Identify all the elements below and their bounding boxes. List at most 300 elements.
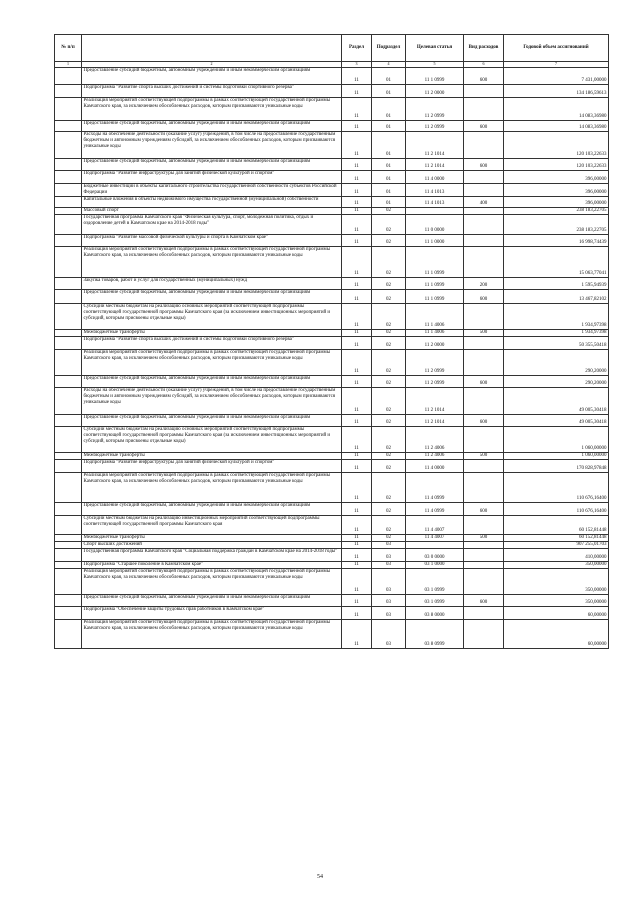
col-index: 2 — [82, 62, 342, 68]
row-subsection-cell: 01 — [372, 97, 406, 120]
row-name-cell: Реализация мероприятий соответствующей подпрограммы в рамках соответствующей государственной программы Камчатского края, за исключением обособленных расходов, которым присваиваются уникальные коды — [82, 620, 342, 649]
row-exptype-cell: 600 — [464, 594, 504, 607]
row-subsection-cell: 02 — [372, 534, 406, 541]
row-amount-cell: 120 103,22633 — [504, 158, 609, 171]
row-name-cell: Подпрограмма "Развитие инфраструктуры для занятий физической культурой и спортом" — [82, 460, 342, 473]
col-header-exptype: Вид расходов — [464, 35, 504, 62]
table-row — [55, 196, 609, 208]
row-exptype-cell — [464, 208, 504, 215]
row-name-cell: Реализация мероприятий соответствующей подпрограммы в рамках соответствующей государственной программы Камчатского края, за исключением обособленных расходов, которым присваиваются уникальные коды — [82, 349, 342, 375]
row-section-cell: 11 — [342, 460, 372, 473]
row-subsection-cell: 02 — [372, 277, 406, 290]
row-section-cell: 11 — [342, 208, 372, 215]
col-index: 7 — [504, 62, 609, 68]
col-header-num: № п/п — [55, 35, 82, 62]
row-target-cell: 11 2 0999 — [406, 97, 464, 120]
row-name-cell: Субсидии местным бюджетам на реализацию основных мероприятий соответствующей подпрограммы соответствующей государственной программы Камчатского края (за исключением инвестиционных мероприятий и субсидий, которым присвоены отдельные коды) — [82, 427, 342, 453]
row-target-cell: 11 4 0999 — [406, 502, 464, 515]
row-number-cell — [55, 541, 82, 548]
row-subsection-cell: 02 — [372, 303, 406, 329]
row-target-cell: 03 1 0999 — [406, 568, 464, 594]
row-number-cell — [55, 453, 82, 460]
col-index: 4 — [372, 62, 406, 68]
table-row — [55, 329, 609, 336]
row-number-cell — [55, 290, 82, 304]
row-exptype-cell — [464, 97, 504, 120]
row-name-cell: Межбюджетные трансферты — [82, 329, 342, 336]
col-index: 3 — [342, 62, 372, 68]
row-exptype-cell — [464, 620, 504, 649]
row-target-cell: 11 2 4006 — [406, 427, 464, 453]
row-section-cell: 11 — [342, 534, 372, 541]
row-amount-cell: 1 934,97398 — [504, 303, 609, 329]
row-number-cell — [55, 247, 82, 277]
row-number-cell — [55, 196, 82, 208]
row-amount-cell: 1 595,94939 — [504, 277, 609, 290]
row-section-cell: 11 — [342, 472, 372, 502]
row-subsection-cell: 03 — [372, 561, 406, 568]
row-subsection-cell: 02 — [372, 336, 406, 349]
row-name-cell: Предоставление субсидий бюджетным, автономным учреждениям и иным некоммерческим организациям — [82, 120, 342, 132]
row-amount-cell: 110 676,16400 — [504, 502, 609, 515]
row-name-cell: Межбюджетные трансферты — [82, 453, 342, 460]
row-exptype-cell: 600 — [464, 120, 504, 132]
row-section-cell: 11 — [342, 568, 372, 594]
row-target-cell: 11 4 1013 — [406, 183, 464, 196]
row-target-cell: 11 2 0999 — [406, 349, 464, 375]
row-number-cell — [55, 329, 82, 336]
row-number-cell — [55, 84, 82, 97]
row-amount-cell: 410,00000 — [504, 548, 609, 561]
row-subsection-cell: 02 — [372, 375, 406, 388]
row-section-cell: 11 — [342, 388, 372, 414]
row-section-cell: 11 — [342, 329, 372, 336]
row-target-cell: 11 4 4007 — [406, 515, 464, 534]
table-row — [55, 427, 609, 453]
row-number-cell — [55, 568, 82, 594]
row-exptype-cell — [464, 171, 504, 184]
row-exptype-cell — [464, 472, 504, 502]
table-row — [55, 453, 609, 460]
row-number-cell — [55, 183, 82, 196]
table-row — [55, 349, 609, 375]
row-target-cell: 11 2 1014 — [406, 158, 464, 171]
row-exptype-cell — [464, 607, 504, 620]
row-name-cell: Реализация мероприятий соответствующей подпрограммы в рамках соответствующей государственной программы Камчатского края, за исключением обособленных расходов, которым присваиваются уникальные коды — [82, 247, 342, 277]
row-name-cell: Расходы на обеспечение деятельности (оказание услуг) учреждений, в том числе на предоставление государственным бюджетным и автономным учреждениям субсидий, за исключением обособленных расходов, которым присваиваются уникальные коды — [82, 132, 342, 158]
row-subsection-cell: 02 — [372, 234, 406, 247]
row-name-cell: Предоставление субсидий бюджетным, автономным учреждениям и иным некоммерческим организациям — [82, 375, 342, 388]
table-row — [55, 414, 609, 427]
row-number-cell — [55, 336, 82, 349]
row-section-cell: 11 — [342, 247, 372, 277]
row-target-cell: 11 0 0000 — [406, 215, 464, 234]
table-row — [55, 502, 609, 515]
table-row — [55, 234, 609, 247]
table-row — [55, 548, 609, 561]
row-exptype-cell — [464, 388, 504, 414]
row-amount-cell: 15 063,77041 — [504, 247, 609, 277]
row-number-cell — [55, 534, 82, 541]
row-amount-cell: 13 467,82102 — [504, 290, 609, 304]
row-exptype-cell — [464, 541, 504, 548]
row-subsection-cell: 02 — [372, 515, 406, 534]
row-number-cell — [55, 303, 82, 329]
row-number-cell — [55, 460, 82, 473]
row-name-cell: Предоставление субсидий бюджетным, автономным учреждениям и иным некоммерческим организациям — [82, 158, 342, 171]
row-number-cell — [55, 388, 82, 414]
row-section-cell: 11 — [342, 594, 372, 607]
row-target-cell: 11 2 1014 — [406, 132, 464, 158]
row-exptype-cell — [464, 303, 504, 329]
row-amount-cell: 290,20000 — [504, 349, 609, 375]
row-name-cell: Межбюджетные трансферты — [82, 534, 342, 541]
row-number-cell — [55, 208, 82, 215]
row-subsection-cell: 03 — [372, 541, 406, 548]
row-exptype-cell: 600 — [464, 414, 504, 427]
row-subsection-cell: 02 — [372, 453, 406, 460]
col-header-subsection: Подраздел — [372, 35, 406, 62]
row-subsection-cell: 01 — [372, 171, 406, 184]
row-exptype-cell — [464, 84, 504, 97]
row-exptype-cell: 600 — [464, 158, 504, 171]
table-row — [55, 208, 609, 215]
row-target-cell: 11 4 0999 — [406, 472, 464, 502]
row-amount-cell: 134 186,59613 — [504, 84, 609, 97]
row-target-cell: 03 8 0000 — [406, 607, 464, 620]
row-section-cell: 11 — [342, 427, 372, 453]
row-exptype-cell — [464, 460, 504, 473]
row-subsection-cell: 01 — [372, 84, 406, 97]
row-amount-cell: 238 183,22705 — [504, 208, 609, 215]
row-name-cell: Бюджетные инвестиции в объекты капитального строительства государственной собственности субъектов Российской Федерации — [82, 183, 342, 196]
row-exptype-cell: 400 — [464, 196, 504, 208]
row-subsection-cell: 02 — [372, 472, 406, 502]
row-subsection-cell: 02 — [372, 290, 406, 304]
row-exptype-cell — [464, 132, 504, 158]
row-section-cell: 11 — [342, 97, 372, 120]
row-section-cell: 11 — [342, 453, 372, 460]
row-section-cell: 11 — [342, 67, 372, 84]
col-index: 5 — [406, 62, 464, 68]
table-row — [55, 215, 609, 234]
row-amount-cell: 7 431,00000 — [504, 67, 609, 84]
row-target-cell: 11 1 0999 — [406, 67, 464, 84]
row-subsection-cell: 02 — [372, 329, 406, 336]
row-section-cell: 11 — [342, 607, 372, 620]
row-number-cell — [55, 132, 82, 158]
row-section-cell: 11 — [342, 414, 372, 427]
row-section-cell: 11 — [342, 171, 372, 184]
row-amount-cell: 396,00000 — [504, 183, 609, 196]
row-exptype-cell: 600 — [464, 67, 504, 84]
row-subsection-cell: 02 — [372, 388, 406, 414]
row-amount-cell: 14 083,36980 — [504, 120, 609, 132]
page-number: 54 — [317, 874, 323, 880]
row-subsection-cell: 01 — [372, 132, 406, 158]
row-exptype-cell: 600 — [464, 290, 504, 304]
row-number-cell — [55, 97, 82, 120]
row-name-cell: Капитальные вложения в объекты недвижимого имущества государственной (муниципальной) собственности — [82, 196, 342, 208]
row-name-cell: Предоставление субсидий бюджетным, автономным учреждениям и иным некоммерческим организациям — [82, 502, 342, 515]
row-amount-cell: 60 152,81448 — [504, 515, 609, 534]
row-subsection-cell: 01 — [372, 67, 406, 84]
row-name-cell: Расходы на обеспечение деятельности (оказание услуг) учреждений, в том числе на предоставление государственным бюджетным и автономным учреждениям субсидий, за исключением обособленных расходов, которым присваиваются уникальные коды — [82, 388, 342, 414]
table-row — [55, 132, 609, 158]
row-target-cell: 03 8 0999 — [406, 620, 464, 649]
row-amount-cell: 50 355,50418 — [504, 336, 609, 349]
row-section-cell: 11 — [342, 548, 372, 561]
table-row — [55, 171, 609, 184]
row-name-cell: Спорт высших достижений — [82, 541, 342, 548]
row-section-cell: 11 — [342, 515, 372, 534]
row-subsection-cell: 02 — [372, 427, 406, 453]
row-name-cell: Реализация мероприятий соответствующей подпрограммы в рамках соответствующей государственной программы Камчатского края, за исключением обособленных расходов, которым присваиваются уникальные коды — [82, 568, 342, 594]
row-name-cell: Подпрограмма "Обеспечение защиты трудовых прав работников в Камчатском крае" — [82, 607, 342, 620]
row-exptype-cell — [464, 548, 504, 561]
row-amount-cell: 49 005,30418 — [504, 388, 609, 414]
row-target-cell: 03 1 0000 — [406, 561, 464, 568]
header-row — [55, 35, 609, 62]
row-exptype-cell: 600 — [464, 375, 504, 388]
row-target-cell: 11 2 0999 — [406, 375, 464, 388]
row-number-cell — [55, 472, 82, 502]
row-amount-cell: 1 934,97398 — [504, 329, 609, 336]
row-number-cell — [55, 349, 82, 375]
table-row — [55, 472, 609, 502]
row-exptype-cell — [464, 234, 504, 247]
row-exptype-cell: 500 — [464, 453, 504, 460]
row-number-cell — [55, 594, 82, 607]
row-number-cell — [55, 561, 82, 568]
row-subsection-cell: 02 — [372, 414, 406, 427]
row-subsection-cell: 03 — [372, 607, 406, 620]
row-exptype-cell: 500 — [464, 534, 504, 541]
row-name-cell: Государственная программа Камчатского края "Социальная поддержка граждан в Камчатском крае на 2014-2018 годы" — [82, 548, 342, 561]
row-target-cell: 11 4 4007 — [406, 534, 464, 541]
row-target-cell — [406, 541, 464, 548]
row-section-cell: 11 — [342, 183, 372, 196]
row-section-cell: 11 — [342, 290, 372, 304]
row-section-cell: 11 — [342, 196, 372, 208]
row-amount-cell: 350,00000 — [504, 568, 609, 594]
row-section-cell: 11 — [342, 620, 372, 649]
row-number-cell — [55, 277, 82, 290]
row-number-cell — [55, 375, 82, 388]
row-amount-cell: 16 998,74439 — [504, 234, 609, 247]
table-row — [55, 158, 609, 171]
row-target-cell: 11 4 0000 — [406, 460, 464, 473]
table-row — [55, 561, 609, 568]
row-amount-cell: 396,00000 — [504, 171, 609, 184]
row-target-cell: 11 1 0999 — [406, 277, 464, 290]
row-section-cell: 11 — [342, 502, 372, 515]
row-amount-cell: 238 183,22705 — [504, 215, 609, 234]
row-amount-cell: 110 676,16400 — [504, 472, 609, 502]
row-exptype-cell — [464, 349, 504, 375]
row-number-cell — [55, 620, 82, 649]
row-exptype-cell — [464, 247, 504, 277]
row-name-cell: Подпрограмма "Развитие спорта высших достижений и системы подготовки спортивного резерва" — [82, 84, 342, 97]
row-section-cell: 11 — [342, 336, 372, 349]
table-row — [55, 336, 609, 349]
row-amount-cell: 14 083,36980 — [504, 97, 609, 120]
row-amount-cell: 49 005,30418 — [504, 414, 609, 427]
table-row — [55, 620, 609, 649]
row-name-cell: Предоставление субсидий бюджетным, автономным учреждениям и иным некоммерческим организациям — [82, 594, 342, 607]
row-amount-cell: 120 103,22633 — [504, 132, 609, 158]
table-row — [55, 568, 609, 594]
row-subsection-cell: 01 — [372, 120, 406, 132]
row-target-cell: 11 1 0999 — [406, 247, 464, 277]
row-amount-cell: 60 152,81448 — [504, 534, 609, 541]
row-section-cell: 11 — [342, 375, 372, 388]
row-exptype-cell: 600 — [464, 502, 504, 515]
row-subsection-cell: 01 — [372, 196, 406, 208]
row-name-cell: Реализация мероприятий соответствующей подпрограммы в рамках соответствующей государственной программы Камчатского края, за исключением обособленных расходов, которым присваиваются уникальные коды — [82, 97, 342, 120]
row-amount-cell: 1 060,00000 — [504, 453, 609, 460]
row-number-cell — [55, 427, 82, 453]
row-section-cell: 11 — [342, 234, 372, 247]
row-number-cell — [55, 67, 82, 84]
row-exptype-cell — [464, 561, 504, 568]
row-target-cell: 11 2 0000 — [406, 336, 464, 349]
row-target-cell: 11 4 0000 — [406, 171, 464, 184]
row-target-cell: 11 1 0999 — [406, 290, 464, 304]
row-section-cell: 11 — [342, 277, 372, 290]
table-row — [55, 515, 609, 534]
table-row — [55, 67, 609, 84]
table-row — [55, 277, 609, 290]
row-target-cell: 11 2 0999 — [406, 120, 464, 132]
row-name-cell: Подпрограмма "Развитие массовой физической культуры и спорта в Камчатском крае" — [82, 234, 342, 247]
row-number-cell — [55, 120, 82, 132]
row-name-cell: Массовый спорт — [82, 208, 342, 215]
row-section-cell: 11 — [342, 132, 372, 158]
table-row — [55, 375, 609, 388]
table-row — [55, 607, 609, 620]
table-row — [55, 290, 609, 304]
table-row — [55, 534, 609, 541]
row-target-cell: 11 2 4006 — [406, 453, 464, 460]
row-subsection-cell: 03 — [372, 594, 406, 607]
row-exptype-cell — [464, 183, 504, 196]
row-exptype-cell — [464, 568, 504, 594]
row-number-cell — [55, 234, 82, 247]
row-subsection-cell: 02 — [372, 247, 406, 277]
col-index: 6 — [464, 62, 504, 68]
row-name-cell: Предоставление субсидий бюджетным, автономным учреждениям и иным некоммерческим организациям — [82, 67, 342, 84]
row-amount-cell: 60,00000 — [504, 620, 609, 649]
row-name-cell: Субсидии местным бюджетам на реализацию основных мероприятий соответствующей подпрограммы соответствующей государственной программы Камчатского края (за исключением инвестиционных мероприятий и субсидий, которым присвоены отдельные коды) — [82, 303, 342, 329]
row-target-cell: 11 1 0000 — [406, 234, 464, 247]
row-number-cell — [55, 548, 82, 561]
row-target-cell: 11 1 4006 — [406, 329, 464, 336]
row-amount-cell: 350,00000 — [504, 561, 609, 568]
row-name-cell: Подпрограмма "Развитие спорта высших достижений и системы подготовки спортивного резерва" — [82, 336, 342, 349]
row-name-cell: Субсидии местным бюджетам на реализацию инвестиционных мероприятий соответствующей подпрограммы соответствующей государственной программы Камчатского края — [82, 515, 342, 534]
row-section-cell: 11 — [342, 541, 372, 548]
table-row — [55, 541, 609, 548]
row-subsection-cell: 03 — [372, 548, 406, 561]
table-row — [55, 183, 609, 196]
budget-table — [54, 34, 609, 649]
row-subsection-cell: 02 — [372, 208, 406, 215]
row-section-cell: 11 — [342, 349, 372, 375]
row-amount-cell: 350,00000 — [504, 594, 609, 607]
row-target-cell: 03 0 0000 — [406, 548, 464, 561]
row-name-cell: Подпрограмма "Развитие инфраструктуры для занятий физической культурой и спортом" — [82, 171, 342, 184]
row-amount-cell: 290,20000 — [504, 375, 609, 388]
row-number-cell — [55, 171, 82, 184]
row-subsection-cell: 02 — [372, 349, 406, 375]
row-section-cell: 11 — [342, 158, 372, 171]
row-amount-cell: 396,00000 — [504, 196, 609, 208]
row-target-cell: 11 1 4006 — [406, 303, 464, 329]
row-name-cell: Предоставление субсидий бюджетным, автономным учреждениям и иным некоммерческим организациям — [82, 414, 342, 427]
table-row — [55, 460, 609, 473]
row-subsection-cell: 03 — [372, 620, 406, 649]
row-subsection-cell: 01 — [372, 158, 406, 171]
row-target-cell: 11 4 1013 — [406, 196, 464, 208]
row-exptype-cell — [464, 336, 504, 349]
row-target-cell: 03 1 0999 — [406, 594, 464, 607]
row-name-cell: Реализация мероприятий соответствующей подпрограммы в рамках соответствующей государственной программы Камчатского края, за исключением обособленных расходов, которым присваиваются уникальные коды — [82, 472, 342, 502]
row-target-cell: 11 2 1014 — [406, 414, 464, 427]
row-section-cell: 11 — [342, 84, 372, 97]
row-amount-cell: 1 060,00000 — [504, 427, 609, 453]
table-row — [55, 97, 609, 120]
row-section-cell: 11 — [342, 561, 372, 568]
row-number-cell — [55, 414, 82, 427]
row-section-cell: 11 — [342, 303, 372, 329]
row-number-cell — [55, 215, 82, 234]
row-target-cell: 11 2 1014 — [406, 388, 464, 414]
row-name-cell: Закупка товаров, работ и услуг для государственных (муниципальных) нужд — [82, 277, 342, 290]
row-subsection-cell: 02 — [372, 215, 406, 234]
row-amount-cell: 60,00000 — [504, 607, 609, 620]
col-header-target: Целевая статья — [406, 35, 464, 62]
row-subsection-cell: 03 — [372, 568, 406, 594]
row-name-cell: Подпрограмма "Старшее поколение в Камчатском крае" — [82, 561, 342, 568]
col-header-section: Раздел — [342, 35, 372, 62]
row-name-cell: Государственная программа Камчатского края "Физическая культура, спорт, молодежная политика, отдых и оздоровление детей в Камчатском крае на 2014-2018 годы" — [82, 215, 342, 234]
row-subsection-cell: 02 — [372, 502, 406, 515]
row-target-cell — [406, 208, 464, 215]
row-exptype-cell: 200 — [464, 277, 504, 290]
budget-page — [54, 34, 608, 649]
row-exptype-cell — [464, 215, 504, 234]
row-name-cell: Предоставление субсидий бюджетным, автономным учреждениям и иным некоммерческим организациям — [82, 290, 342, 304]
row-number-cell — [55, 158, 82, 171]
table-row — [55, 303, 609, 329]
row-subsection-cell: 02 — [372, 460, 406, 473]
row-section-cell: 11 — [342, 120, 372, 132]
table-row — [55, 247, 609, 277]
col-header-name — [82, 35, 342, 62]
row-number-cell — [55, 515, 82, 534]
table-row — [55, 84, 609, 97]
row-subsection-cell: 01 — [372, 183, 406, 196]
table-row — [55, 388, 609, 414]
row-amount-cell: 170 828,97848 — [504, 460, 609, 473]
row-exptype-cell — [464, 515, 504, 534]
row-number-cell — [55, 607, 82, 620]
row-target-cell: 11 2 0000 — [406, 84, 464, 97]
col-header-amount: Годовой объем ассигнований — [504, 35, 609, 62]
row-exptype-cell — [464, 427, 504, 453]
col-index: 1 — [55, 62, 82, 68]
